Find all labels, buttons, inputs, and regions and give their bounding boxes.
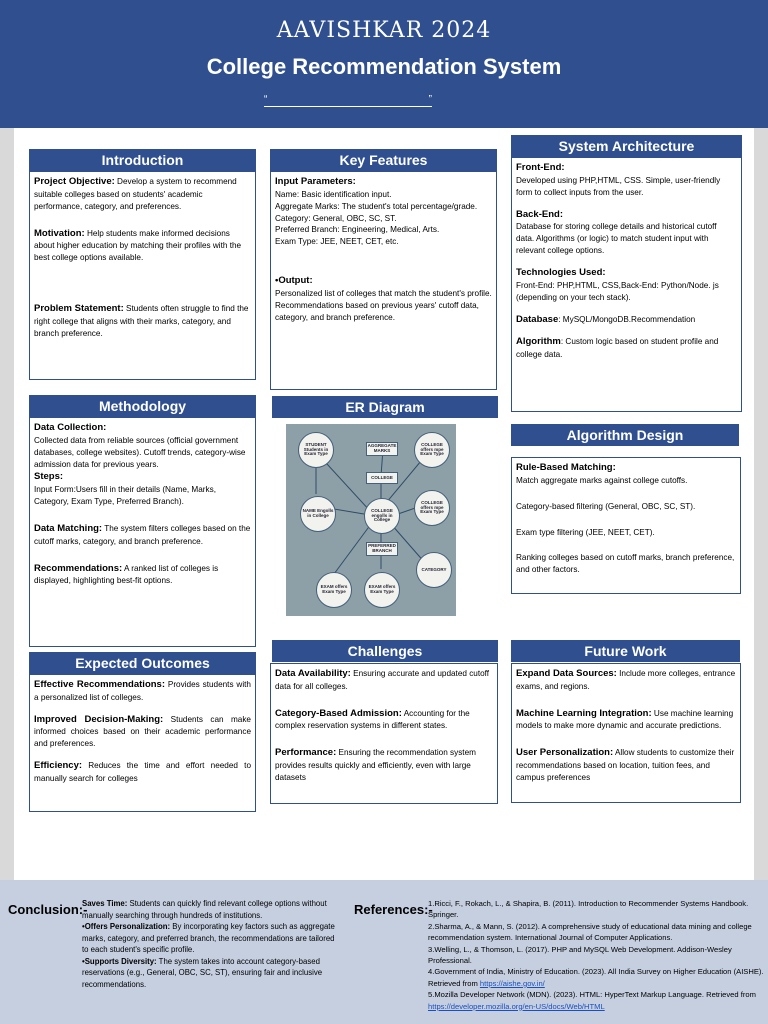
er-diagram-image bbox=[286, 424, 456, 616]
expand-label: Expand Data Sources: bbox=[516, 668, 617, 679]
ml-text: Use machine learning models to make more dynamic and accurate predictions. bbox=[516, 708, 734, 731]
technologies-label: Technologies Used: bbox=[516, 266, 606, 278]
input-parameters-label: Input Parameters: bbox=[275, 176, 356, 187]
poster-title: College Recommendation System bbox=[206, 54, 562, 79]
references-list bbox=[428, 898, 764, 1012]
er-node-college-center: COLLEGE engolls in College bbox=[364, 498, 400, 534]
availability-label: Data Availability: bbox=[275, 668, 351, 679]
introduction-heading: Introduction bbox=[29, 149, 256, 171]
algorithm-design-box bbox=[511, 457, 741, 594]
reference-item: 5.Mozilla Developer Network (MDN). (2023). HTML: HyperText Markup Language. Retrieved from bbox=[428, 990, 756, 1000]
data-collection-label: Data Collection: bbox=[34, 422, 107, 433]
methodology-heading: Methodology bbox=[29, 395, 256, 417]
input-line: Name: Basic identification input. bbox=[275, 189, 392, 199]
expected-outcomes-box bbox=[29, 674, 256, 812]
efficiency-text: Reduces the time and effort needed to manually search for colleges bbox=[34, 761, 251, 783]
input-line: Preferred Branch: Engineering, Medical, Arts. bbox=[275, 225, 440, 235]
er-node-college-right: COLLEGE offers mpe Exam Type bbox=[414, 490, 450, 526]
er-node-name: NAME Engolls in College bbox=[300, 496, 336, 532]
frontend-label: Front-End: bbox=[516, 162, 565, 173]
performance-label: Performance: bbox=[275, 747, 337, 759]
output-label: •Output: bbox=[275, 275, 313, 287]
key-features-box bbox=[270, 171, 497, 390]
frontend-text: Developed using PHP,HTML, CSS. Simple, user-friendly form to collect inputs from the user. bbox=[516, 175, 721, 197]
reference-item: 3.Welling, L., & Thomson, L. (2017). PHP and MySQL Web Development. Addison-Wesley Professional. bbox=[428, 944, 732, 965]
er-node-college-top-right: COLLEGE offers mpe Exam Type bbox=[414, 432, 450, 468]
performance-text: Ensuring the recommendation system provides results quickly and efficiently, even with large datasets bbox=[275, 748, 476, 782]
personalization-label: User Personalization: bbox=[516, 747, 614, 759]
backend-label: Back-End: bbox=[516, 208, 563, 220]
reference-item: 4.Government of India, Ministry of Education. (2023). All India Survey on Higher Education (AISHE). Retrieved from bbox=[428, 967, 764, 988]
rule-matching-label: Rule-Based Matching: bbox=[516, 462, 616, 473]
ranking-text: Ranking colleges based on cutoff marks, branch preference, and other factors. bbox=[516, 553, 735, 575]
category-admission-label: Category-Based Admission: bbox=[275, 707, 402, 719]
technologies-text: Front-End: PHP,HTML, CSS,Back-End: Python/Node. js (depending on your tech stack). bbox=[516, 280, 719, 302]
recommendations-text: A ranked list of colleges is displayed, highlighting best-fit options. bbox=[34, 563, 219, 586]
conclusion-text bbox=[82, 898, 342, 990]
introduction-box bbox=[29, 171, 256, 380]
database-text: : MySQL/MongoDB.Recommendation bbox=[558, 314, 696, 324]
category-admission-text: Accounting for the complex reservation systems in different states. bbox=[275, 708, 470, 731]
exam-filter-text: Exam type filtering (JEE, NEET, CET). bbox=[516, 527, 655, 537]
recommendations-label: Recommendations: bbox=[34, 562, 123, 574]
objective-label: Project Objective: bbox=[34, 176, 115, 187]
input-line: Category: General, OBC, SC, ST. bbox=[275, 213, 397, 223]
er-diagram-heading: ER Diagram bbox=[272, 396, 498, 418]
open-quote: “ bbox=[264, 94, 268, 105]
diversity-label: •Supports Diversity: bbox=[82, 956, 157, 966]
rule-matching-text: Match aggregate marks against college cutoffs. bbox=[516, 475, 688, 485]
challenges-heading: Challenges bbox=[272, 640, 498, 662]
future-work-heading: Future Work bbox=[511, 640, 740, 662]
effective-label: Effective Recommendations: bbox=[34, 679, 165, 690]
poster-header bbox=[0, 0, 768, 128]
key-features-heading: Key Features bbox=[270, 149, 497, 171]
problem-text: Students often struggle to find the right college that aligns with their marks, category, and branch preference. bbox=[34, 304, 249, 338]
future-work-box bbox=[511, 663, 741, 803]
data-matching-text: The system filters colleges based on the cutoff marks, category, and branch preference. bbox=[34, 523, 251, 546]
reference-item: 2.Sharma, A., & Mann, S. (2012). A comprehensive study of educational data mining and college recommendation system. International Journal of Computer Applications. bbox=[428, 921, 752, 943]
input-line: Aggregate Marks: The student's total percentage/grade. bbox=[275, 201, 478, 211]
aishe-link[interactable]: https://aishe.gov.in/ bbox=[479, 978, 545, 988]
system-architecture-heading: System Architecture bbox=[511, 135, 742, 157]
algorithm-label: Algorithm bbox=[516, 336, 561, 348]
objective-text: Develop a system to recommend suitable colleges based on students' academic performance, category, and preferences. bbox=[34, 177, 237, 211]
reference-item: 1.Ricci, F., Rokach, L., & Shapira, B. (2011). Introduction to Recommender Systems Handbook. Springer. bbox=[428, 899, 749, 920]
ml-label: Machine Learning Integration: bbox=[516, 707, 652, 719]
er-node-exam-left: EXAM offers Exam Type bbox=[316, 572, 352, 608]
personalization-text: Allow students to customize their recommendations based on location, tuition fees, and campus preferences bbox=[516, 748, 735, 782]
output-text: Personalized list of colleges that match the student's profile. Recommendations based on previous years' cutoff data, category, and branch preference. bbox=[275, 288, 492, 322]
improved-text: Students can make informed choices based on their academic performance and preferences. bbox=[34, 714, 251, 749]
er-node-aggregate: AGGREGATE MARKS bbox=[366, 442, 398, 456]
motivation-text: Help students make informed decisions about higher education by matching their profiles with the best college options available. bbox=[34, 228, 242, 263]
methodology-box bbox=[29, 417, 256, 647]
category-filter-text: Category-based filtering (General, OBC, SC, ST). bbox=[516, 501, 696, 511]
mdn-link[interactable]: https://developer.mozilla.org/en-US/docs/Web/HTML bbox=[428, 1001, 605, 1011]
motivation-label: Motivation: bbox=[34, 227, 85, 239]
subtitle-blank bbox=[264, 94, 432, 107]
expand-text: Include more colleges, entrance exams, and regions. bbox=[516, 669, 736, 691]
er-node-category: CATEGORY bbox=[416, 552, 452, 588]
data-matching-label: Data Matching: bbox=[34, 522, 103, 534]
diversity-text: The system takes into account category-based reservations (e.g., General, OBC, SC, ST), ensuring fair and inclusive recommendations. bbox=[82, 956, 323, 989]
challenges-box bbox=[270, 663, 498, 804]
personalization-conclusion-text: By incorporating key factors such as aggregate marks, category, and preferred branch, the recommendations are tailored to each student's specific profile. bbox=[82, 922, 335, 955]
system-architecture-box bbox=[511, 157, 742, 412]
er-node-student: STUDENT Students in Exam Type bbox=[298, 432, 334, 468]
availability-text: Ensuring accurate and updated cutoff data for all colleges. bbox=[275, 669, 490, 691]
er-node-exam-mid: EXAM offers Exam Type bbox=[364, 572, 400, 608]
conclusion-label: Conclusion:- bbox=[8, 902, 88, 917]
effective-text: Provides students with a personalized list of colleges. bbox=[34, 680, 251, 702]
improved-label: Improved Decision-Making: bbox=[34, 713, 164, 725]
input-line: Exam Type: JEE, NEET, CET, etc. bbox=[275, 237, 399, 247]
saves-time-text: Students can quickly find relevant college options without manually searching through hundreds of institutions. bbox=[82, 899, 327, 920]
er-node-preferred: PREFERRED BRANCH bbox=[366, 542, 398, 556]
steps-label: Steps: bbox=[34, 471, 64, 483]
saves-time-label: Saves Time: bbox=[82, 899, 128, 908]
backend-text: Database for storing college details and historical cutoff data. Algorithms (or logic) to match student input with relevant college options. bbox=[516, 222, 717, 256]
efficiency-label: Efficiency: bbox=[34, 760, 83, 772]
close-quote: ” bbox=[428, 94, 432, 105]
algorithm-design-heading: Algorithm Design bbox=[511, 424, 739, 446]
algorithm-text: : Custom logic based on student profile and college data. bbox=[516, 337, 719, 360]
expected-outcomes-heading: Expected Outcomes bbox=[29, 652, 256, 674]
steps-text: Input Form:Users fill in their details (Name, Marks, Category, Exam Type, Preferred Branch). bbox=[34, 485, 216, 507]
event-title: AAVISHKAR 2024 bbox=[276, 18, 492, 43]
personalization-conclusion-label: •Offers Personalization: bbox=[82, 922, 171, 932]
problem-label: Problem Statement: bbox=[34, 303, 124, 315]
database-label: Database bbox=[516, 313, 559, 325]
references-label: References:- bbox=[354, 902, 433, 917]
er-node-college-top: COLLEGE bbox=[366, 472, 398, 484]
data-collection-text: Collected data from reliable sources (official government databases, college websites). Cutoff trends, category-wise admission data for previous years. bbox=[34, 435, 246, 469]
